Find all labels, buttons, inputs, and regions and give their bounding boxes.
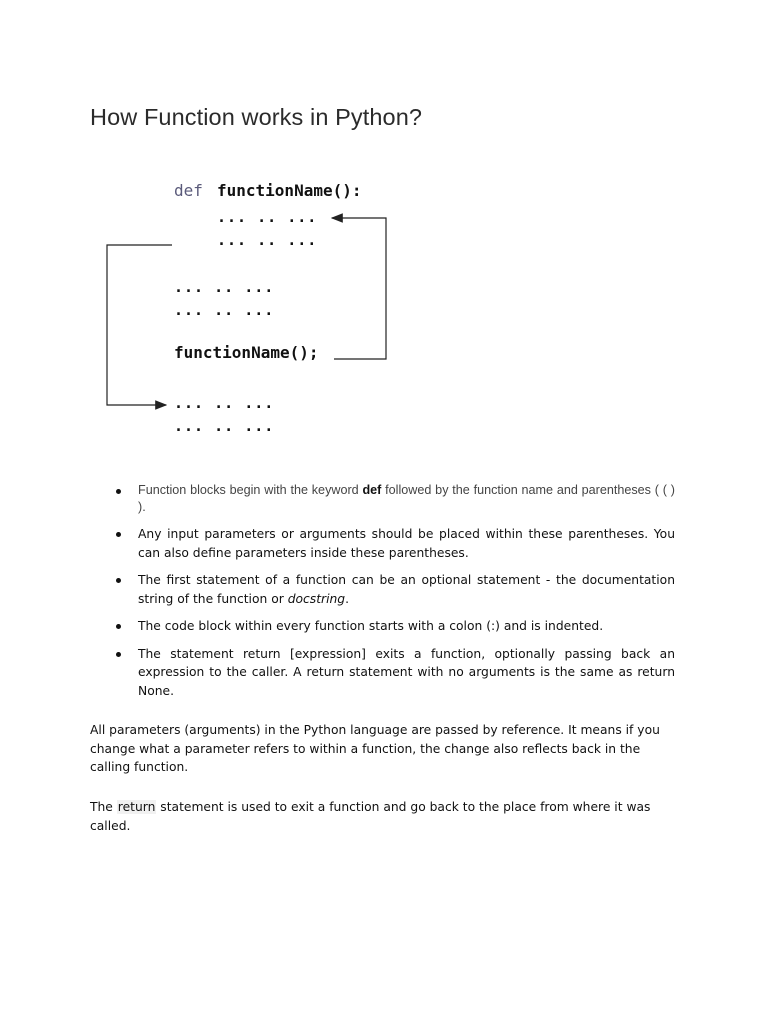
list-item-text: Any input parameters or arguments should be placed within these parentheses. You can also define parameters inside these parentheses. xyxy=(138,527,675,560)
function-body-line-1: ... .. ... xyxy=(217,208,318,226)
list-item-text: The first statement of a function can be an optional statement - the documentation string of the function or xyxy=(138,573,675,606)
list-item-text: The code block within every function starts with a colon (:) and is indented. xyxy=(138,619,604,633)
list-item xyxy=(110,482,675,516)
list-item-text: followed by the function name and parentheses ( ( ) ). xyxy=(138,483,675,514)
bullet-icon xyxy=(116,578,121,583)
list-item xyxy=(110,525,675,562)
list-item xyxy=(110,617,675,636)
paragraph-text: The xyxy=(90,800,117,814)
function-body-line-2: ... .. ... xyxy=(217,231,318,249)
function-call: functionName(); xyxy=(174,343,319,362)
list-item-text: . xyxy=(345,591,350,606)
code-line-after-call-1: ... .. ... xyxy=(174,394,275,412)
pass-by-reference-paragraph: All parameters (arguments) in the Python language are passed by reference. It means if you change what a parameter refers to within a function, the change also reflects back in the calling function. xyxy=(90,723,660,774)
def-keyword-bold: def xyxy=(362,483,382,497)
bullet-icon xyxy=(116,624,121,629)
list-item-text: The statement return [expression] exits a function, optionally passing back an expression to the caller. A return statement with no arguments is the same as return None. xyxy=(138,646,675,698)
code-line-4: ... .. ... xyxy=(174,301,275,319)
list-item xyxy=(110,645,675,701)
return-code-inline: return xyxy=(117,800,156,814)
paragraph-text: statement is used to exit a function and go back to the place from where it was called. xyxy=(90,800,651,833)
list-item xyxy=(110,571,675,608)
function-definition-name: functionName(): xyxy=(217,181,362,200)
return-to-caller-arrow xyxy=(107,245,172,405)
bullet-icon xyxy=(116,489,121,494)
docstring-italic: docstring xyxy=(287,591,346,606)
function-rules-list xyxy=(110,482,675,709)
function-flow-diagram xyxy=(100,172,400,442)
bullet-icon xyxy=(116,652,121,657)
call-to-function-arrow xyxy=(332,218,386,359)
bullet-icon xyxy=(116,532,121,537)
code-line-3: ... .. ... xyxy=(174,278,275,296)
code-line-after-call-2: ... .. ... xyxy=(174,417,275,435)
def-keyword: def xyxy=(174,181,203,200)
list-item-text: Function blocks begin with the keyword xyxy=(138,483,363,497)
page-title: How Function works in Python? xyxy=(90,104,423,130)
return-statement-paragraph xyxy=(90,798,680,835)
